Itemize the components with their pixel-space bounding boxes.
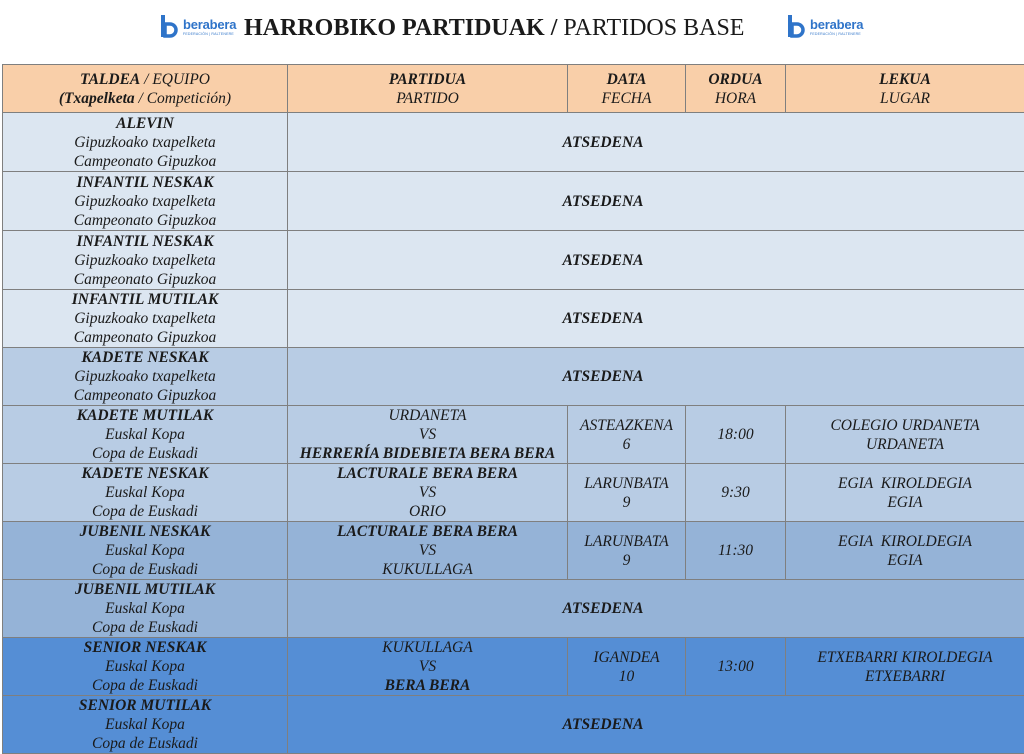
- berabera-logo-right: [787, 12, 863, 42]
- table-row: [3, 580, 1024, 638]
- table-row: [3, 113, 1024, 172]
- rest-cell: ATSEDENA: [288, 113, 1024, 172]
- place-cell: ETXEBARRI KIROLDEGIA ETXEBARRI: [786, 638, 1024, 696]
- team-cell: SENIOR NESKAK Euskal Kopa Copa de Euskadi: [3, 638, 288, 696]
- match-cell: URDANETA VS HERRERÍA BIDEBIETA BERA BERA: [288, 406, 568, 464]
- place-cell: COLEGIO URDANETA URDANETA: [786, 406, 1024, 464]
- berabera-b-icon: [160, 15, 180, 39]
- logo-sub-text: FEDERACIÓN | RALTENERE: [183, 33, 236, 37]
- team-cell: KADETE NESKAK Euskal Kopa Copa de Euskadi: [3, 464, 288, 522]
- table-header-row: [3, 65, 1024, 113]
- date-cell: IGANDEA 10: [568, 638, 686, 696]
- place-cell: EGIA KIROLDEGIA EGIA: [786, 464, 1024, 522]
- date-cell: LARUNBATA 9: [568, 522, 686, 580]
- table-row: [3, 290, 1024, 348]
- time-cell: 11:30: [686, 522, 786, 580]
- date-cell: ASTEAZKENA 6: [568, 406, 686, 464]
- table-row: [3, 348, 1024, 406]
- date-cell: LARUNBATA 9: [568, 464, 686, 522]
- table-row: [3, 638, 1024, 696]
- team-cell: KADETE NESKAK Gipuzkoako txapelketa Campeonato Gipuzkoa: [3, 348, 288, 406]
- logo-brand-text: berabera: [183, 18, 236, 31]
- rest-cell: ATSEDENA: [288, 231, 1024, 290]
- team-cell: INFANTIL NESKAK Gipuzkoako txapelketa Campeonato Gipuzkoa: [3, 172, 288, 231]
- time-cell: 9:30: [686, 464, 786, 522]
- time-cell: 18:00: [686, 406, 786, 464]
- rest-cell: ATSEDENA: [288, 290, 1024, 348]
- table-row: [3, 522, 1024, 580]
- place-cell: EGIA KIROLDEGIA EGIA: [786, 522, 1024, 580]
- page-header: [0, 0, 1024, 62]
- column-header-team: TALDEA / EQUIPO (Txapelketa / Competición): [3, 65, 288, 113]
- team-cell: INFANTIL MUTILAK Gipuzkoako txapelketa Campeonato Gipuzkoa: [3, 290, 288, 348]
- table-row: [3, 464, 1024, 522]
- team-cell: JUBENIL MUTILAK Euskal Kopa Copa de Euskadi: [3, 580, 288, 638]
- table-row: [3, 696, 1024, 754]
- team-cell: SENIOR MUTILAK Euskal Kopa Copa de Euskadi: [3, 696, 288, 754]
- rest-cell: ATSEDENA: [288, 172, 1024, 231]
- table-row: [3, 406, 1024, 464]
- title-bold: HARROBIKO PARTIDUAK /: [244, 15, 557, 41]
- rest-cell: ATSEDENA: [288, 348, 1024, 406]
- rest-cell: ATSEDENA: [288, 696, 1024, 754]
- team-cell: ALEVIN Gipuzkoako txapelketa Campeonato Gipuzkoa: [3, 113, 288, 172]
- logo-sub-text: FEDERACIÓN | RALTENERE: [810, 33, 863, 37]
- team-cell: JUBENIL NESKAK Euskal Kopa Copa de Euskadi: [3, 522, 288, 580]
- match-cell: KUKULLAGA VS BERA BERA: [288, 638, 568, 696]
- match-cell: LACTURALE BERA BERA VS ORIO: [288, 464, 568, 522]
- berabera-b-icon: [787, 15, 807, 39]
- table-row: [3, 231, 1024, 290]
- page-title: [244, 15, 744, 42]
- column-header-match: PARTIDUA PARTIDO: [288, 65, 568, 113]
- match-cell: LACTURALE BERA BERA VS KUKULLAGA: [288, 522, 568, 580]
- berabera-logo: [160, 12, 236, 42]
- schedule-table: [2, 64, 1024, 754]
- team-cell: INFANTIL NESKAK Gipuzkoako txapelketa Campeonato Gipuzkoa: [3, 231, 288, 290]
- column-header-time: ORDUA HORA: [686, 65, 786, 113]
- rest-cell: ATSEDENA: [288, 580, 1024, 638]
- logo-brand-text: berabera: [810, 18, 863, 31]
- column-header-place: LEKUA LUGAR: [786, 65, 1024, 113]
- column-header-date: DATA FECHA: [568, 65, 686, 113]
- title-regular: PARTIDOS BASE: [557, 15, 744, 41]
- time-cell: 13:00: [686, 638, 786, 696]
- table-row: [3, 172, 1024, 231]
- team-cell: KADETE MUTILAK Euskal Kopa Copa de Euskadi: [3, 406, 288, 464]
